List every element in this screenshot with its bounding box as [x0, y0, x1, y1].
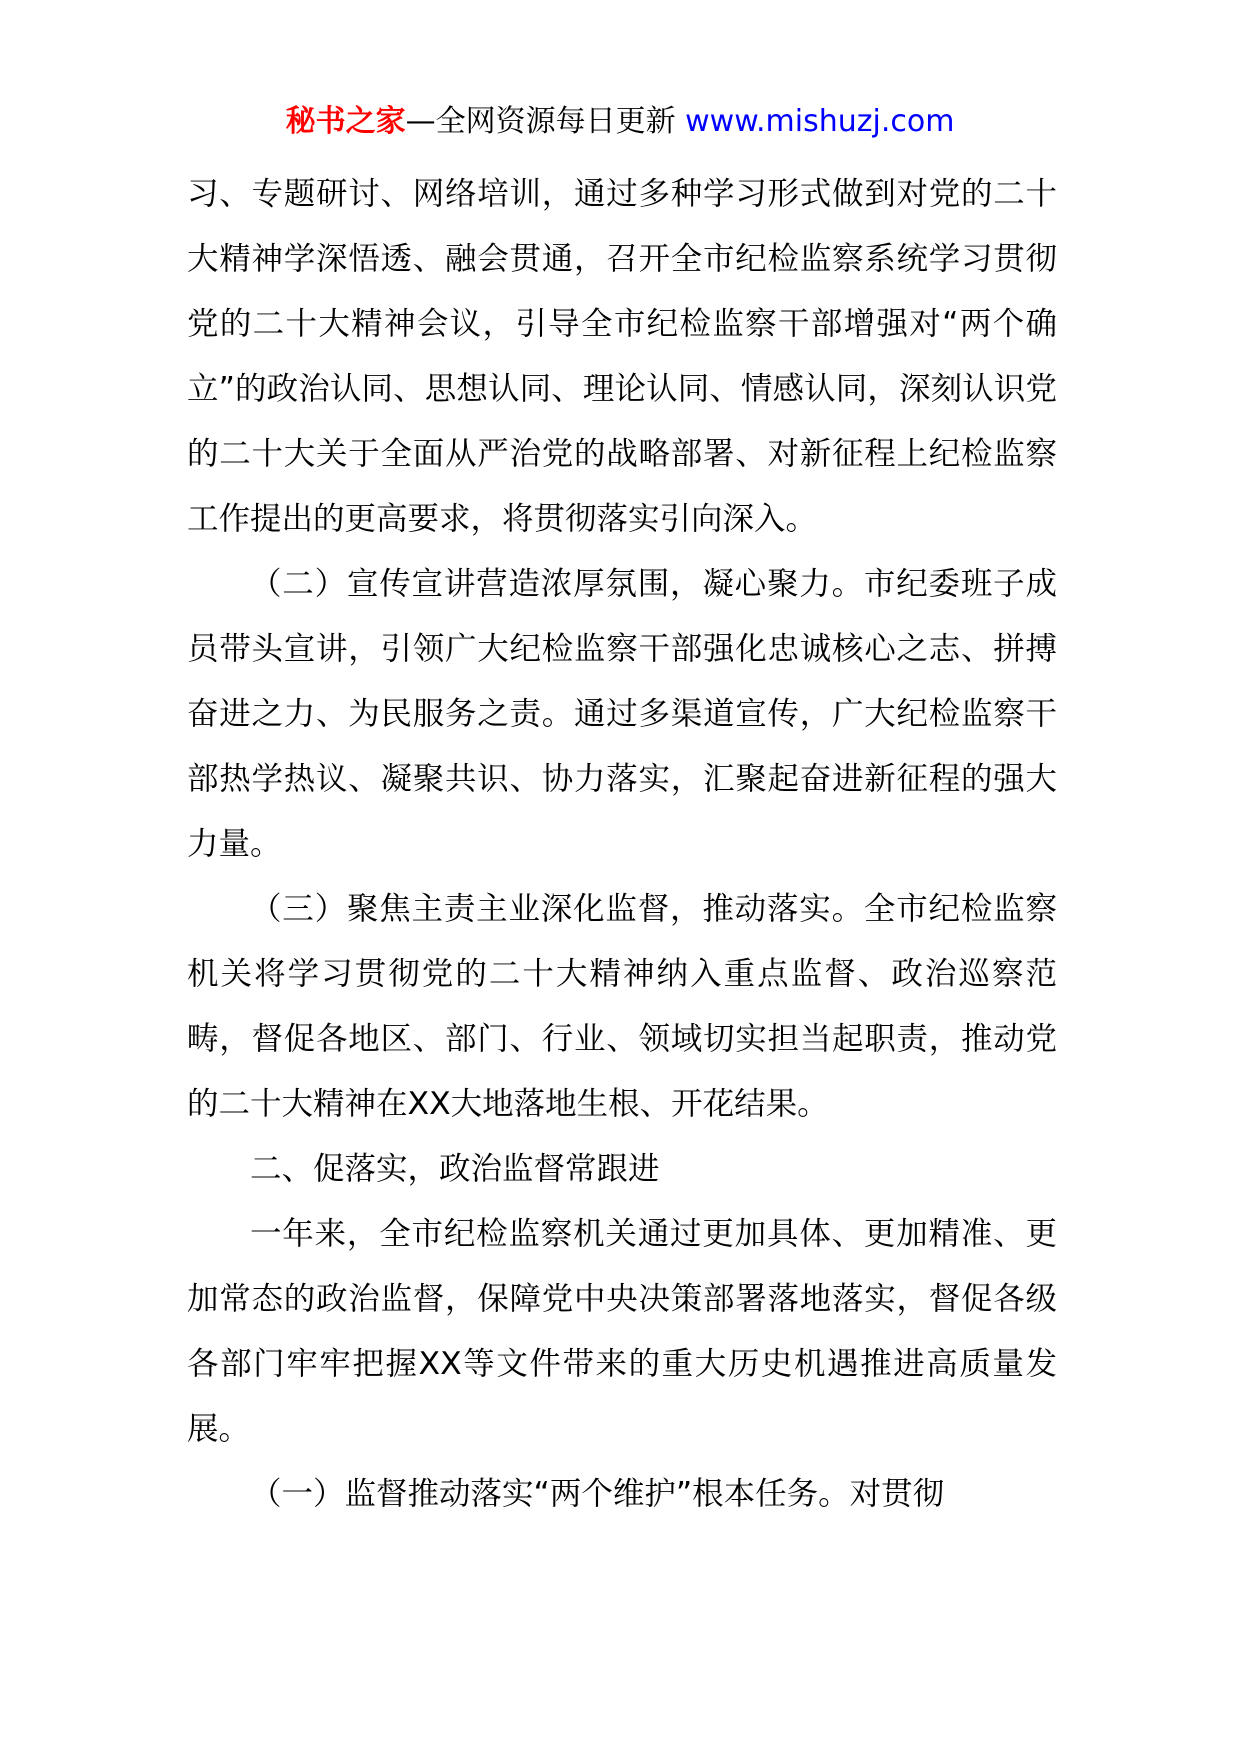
paragraph-intro: 一年来，全市纪检监察机关通过更加具体、更加精准、更加常态的政治监督，保障党中央决策部署落地落实，督促各级各部门牢牢把握XX等文件带来的重大历史机遇推进高质量发展。 [187, 1216, 1057, 1447]
paragraph-section-2: （二）宣传宣讲营造浓厚氛围，凝心聚力。市纪委班子成员带头宣讲，引领广大纪检监察干部强化忠诚核心之志、拼搏奋进之力、为民服务之责。通过多渠道宣传，广大纪检监察干部热学热议、凝聚共识、协力落实，汇聚起奋进新征程的强大力量。 [187, 566, 1057, 862]
header-brand: 秘书之家 [285, 104, 406, 139]
section-heading: 二、促落实，政治监督常跟进 [250, 1151, 660, 1187]
document-body [187, 162, 1057, 1527]
header-slogan: —全网资源每日更新 [405, 104, 686, 139]
paragraph-continuation: 习、专题研讨、网络培训，通过多种学习形式做到对党的二十大精神学深悟透、融会贯通，召开全市纪检监察系统学习贯彻党的二十大精神会议，引导全市纪检监察干部增强对“两个确立”的政治认同、思想认同、理论认同、情感认同，深刻认识党的二十大关于全面从严治党的战略部署、对新征程上纪检监察工作提出的更高要求，将贯彻落实引向深入。 [187, 176, 1057, 537]
paragraph-section-3: （三）聚焦主责主业深化监督，推动落实。全市纪检监察机关将学习贯彻党的二十大精神纳入重点监督、政治巡察范畴，督促各地区、部门、行业、领域切实担当起职责，推动党的二十大精神在XX大地落地生根、开花结果。 [187, 891, 1057, 1122]
header-url-link[interactable]: www.mishuzj.com [685, 104, 955, 139]
page-header [0, 100, 1240, 144]
paragraph-subsection-1: （一）监督推动落实“两个维护”根本任务。对贯彻 [250, 1476, 945, 1512]
